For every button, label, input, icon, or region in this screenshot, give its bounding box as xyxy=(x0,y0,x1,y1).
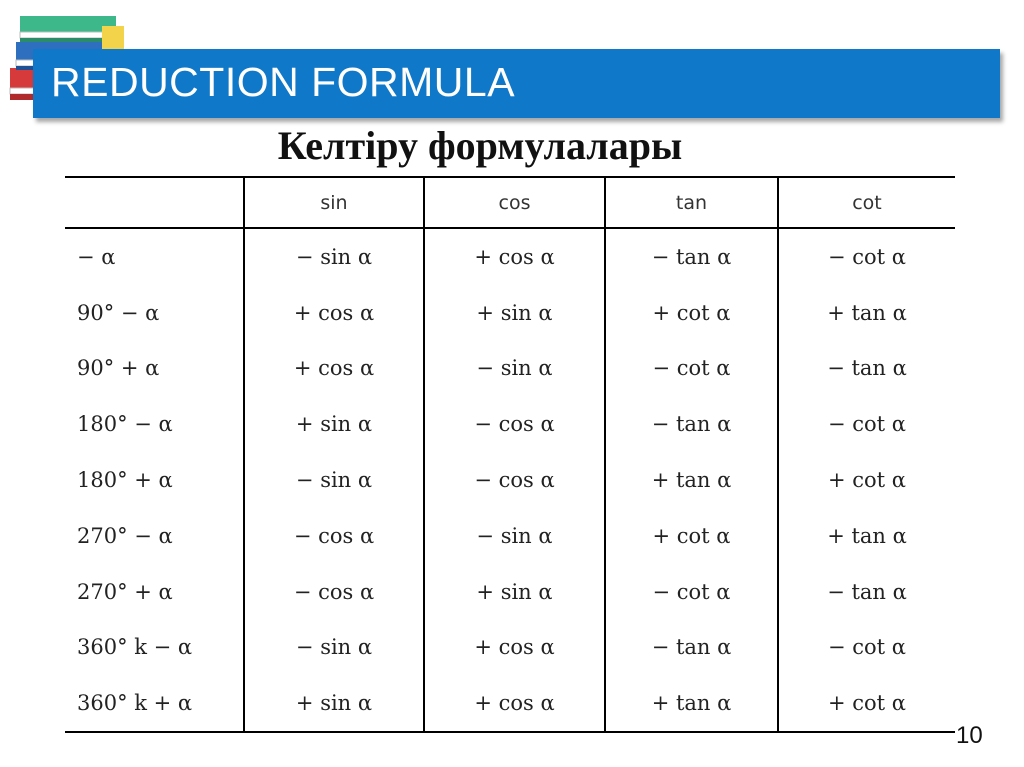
table-row xyxy=(65,675,955,732)
header-cos: cos xyxy=(424,177,605,228)
cos-cell: − cos α xyxy=(424,396,605,452)
table-row xyxy=(65,620,955,676)
tan-cell: + tan α xyxy=(605,452,778,508)
table-row xyxy=(65,228,955,285)
cos-cell: + cos α xyxy=(424,675,605,732)
sin-cell: + sin α xyxy=(244,396,424,452)
cot-cell: + tan α xyxy=(778,285,955,341)
header-tan: tan xyxy=(605,177,778,228)
cot-cell: + cot α xyxy=(778,452,955,508)
sin-cell: + cos α xyxy=(244,341,424,397)
header-angle xyxy=(65,177,244,228)
table-row xyxy=(65,564,955,620)
cot-cell: − tan α xyxy=(778,341,955,397)
tan-cell: − cot α xyxy=(605,341,778,397)
sin-cell: + cos α xyxy=(244,285,424,341)
slide-title: REDUCTION FORMULA xyxy=(51,59,516,105)
sin-cell: − sin α xyxy=(244,620,424,676)
angle-cell: 180° + α xyxy=(77,468,173,493)
tan-cell: − tan α xyxy=(605,228,778,285)
angle-cell: 90° − α xyxy=(77,300,160,325)
tan-cell: + tan α xyxy=(605,675,778,732)
tan-cell: − cot α xyxy=(605,564,778,620)
table-row xyxy=(65,508,955,564)
cot-cell: + tan α xyxy=(778,508,955,564)
angle-cell: 270° + α xyxy=(77,579,173,604)
page-number: 10 xyxy=(956,722,983,749)
angle-cell: 180° − α xyxy=(77,412,173,437)
cos-cell: + sin α xyxy=(424,285,605,341)
cot-cell: − cot α xyxy=(778,620,955,676)
sin-cell: − sin α xyxy=(244,452,424,508)
cos-cell: + cos α xyxy=(424,228,605,285)
table-row xyxy=(65,396,955,452)
tan-cell: − tan α xyxy=(605,396,778,452)
tan-cell: − tan α xyxy=(605,620,778,676)
cot-cell: − cot α xyxy=(778,396,955,452)
sin-cell: + sin α xyxy=(244,675,424,732)
angle-cell: 360° k + α xyxy=(65,675,244,732)
table-row xyxy=(65,285,955,341)
angle-cell: 90° + α xyxy=(77,356,160,381)
angle-cell: − α xyxy=(77,244,116,269)
cos-cell: − cos α xyxy=(424,452,605,508)
sin-cell: − sin α xyxy=(244,228,424,285)
table-row xyxy=(65,452,955,508)
cos-cell: − sin α xyxy=(424,341,605,397)
angle-cell: 270° − α xyxy=(77,523,173,548)
cos-cell: + sin α xyxy=(424,564,605,620)
cot-cell: − cot α xyxy=(778,228,955,285)
angle-cell: 360° k − α xyxy=(77,635,193,660)
header-cot: cot xyxy=(778,177,955,228)
header-sin: sin xyxy=(244,177,424,228)
table-row xyxy=(65,341,955,397)
cot-cell: + cot α xyxy=(778,675,955,732)
sin-cell: − cos α xyxy=(244,564,424,620)
tan-cell: + cot α xyxy=(605,285,778,341)
slide-subtitle: Келтіру формулалары xyxy=(277,123,683,168)
cot-cell: − tan α xyxy=(778,564,955,620)
tan-cell: + cot α xyxy=(605,508,778,564)
sin-cell: − cos α xyxy=(244,508,424,564)
reduction-formula-table xyxy=(65,176,955,733)
reduction-formula-table-wrapper xyxy=(65,176,955,730)
cos-cell: − sin α xyxy=(424,508,605,564)
title-bar xyxy=(33,49,1000,118)
cos-cell: + cos α xyxy=(424,620,605,676)
table-header-row xyxy=(65,177,955,228)
